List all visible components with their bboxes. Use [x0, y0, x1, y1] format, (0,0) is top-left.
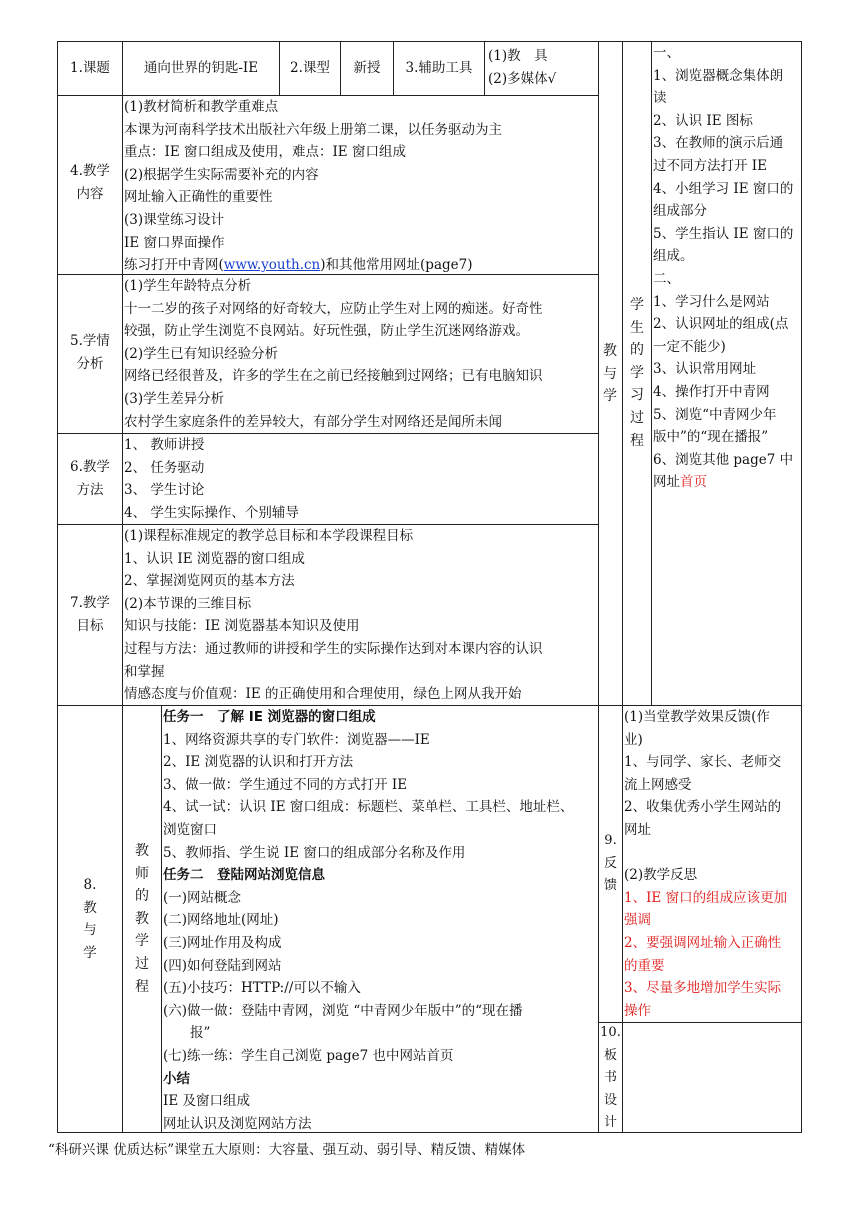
goals-body: (1)课程标准规定的教学总目标和本学段课程目标 1、认识 IE 浏览器的窗口组成 2、掌握浏览网页的基本方法 (2)本节课的三维目标 知识与技能：IE 浏览器基本知识及使用 过程与方法：通过教师的讲授和学生的实际操作达到对本课内容的认识 和掌握 情感态度与价值观：IE 的正确使用和合理使用，绿色上网从我开始 — [124, 528, 543, 703]
process-sub-label: 教 师 的 教 学 过 程 — [135, 843, 149, 995]
lesson-type-value: 新授 — [353, 60, 381, 76]
process-body: 任务一 了解 IE 浏览器的窗口组成 1、网络资源共享的专门软件：浏览器——IE 2、IE 浏览器的认识和打开方法 3、做一做：学生通过不同的方式打开 IE 4、试一试：认识 IE 窗口组成：标题栏、菜单栏、工具栏、地址栏、 浏览窗口 5、教师指、学生说 IE 窗口的组成部分名称及作用 任务二 登陆网站浏览信息 (一)网站概念 (二)网络地址(网址) (三)网址作用及构成 (四)如何登陆到网站 (五)小技巧：HTTP://可以不输入 (六)做一做：登陆中青网，浏览 “中青网少年版中”的“现在播 报” (七)练一练：学生自己浏览 page7 也中网站首页 小结 IE 及窗口组成 网址认识及浏览网站方法 — [163, 706, 573, 1135]
topic-label: 1.课题 — [70, 60, 110, 76]
process-label: 8. 教 与 学 — [83, 877, 97, 961]
analysis-label: 5.学情 分析 — [70, 333, 110, 372]
task2-title: 任务二 登陆网站浏览信息 — [163, 867, 325, 884]
board-body-cell — [622, 1022, 802, 1133]
content-body: (1)教材简析和教学重难点 本课为河南科学技术出版社六年级上册第二课，以任务驱动为主 重点：IE 窗口组成及使用，难点：IE 窗口组成 (2)根据学生实际需要补充的内容 网址输入正确性的重要性 (3)课堂练习设计 IE 窗口界面操作 练习打开中青网(www.youth.cn)和其他常用网址(page7) — [124, 99, 502, 274]
method-label: 6.教学 方法 — [70, 459, 110, 498]
task1-title: 任务一 了解 IE 浏览器的窗口组成 — [163, 709, 376, 725]
content-label: 4.教学 内容 — [70, 163, 110, 202]
homepage-text: 首页 — [680, 474, 707, 491]
feedback-label: 9. 反 馈 — [603, 833, 617, 894]
tool-item: (2)多媒体√ — [488, 70, 557, 87]
method-body: 1、 教师讲授 2、 任务驱动 3、 学生讨论 4、 学生实际操作、个别辅导 — [124, 437, 299, 521]
summary-title: 小结 — [163, 1070, 190, 1087]
goals-label: 7.教学 目标 — [70, 595, 110, 634]
tools-list — [488, 45, 556, 90]
analysis-body: (1)学生年龄特点分析 十一二岁的孩子对网络的好奇较大，应防止学生对上网的痴迷。好奇性 较强，防止学生浏览不良网站。好玩性强，防止学生沉迷网络游戏。 (2)学生已有知识经验分析 网络已经很普及，许多的学生在之前已经接触到过网络；已有电脑知识 (3)学生差异分析 农村学生家庭条件的差异较大，有部分学生对网络还是闻所未闻 — [124, 278, 543, 430]
tools-label: 3.辅助工具 — [405, 60, 473, 76]
footer-note: “科研兴课 优质达标”课堂五大原则：大容量、强互动、弱引导、精反馈、精媒体 — [48, 1142, 526, 1158]
feedback-body: (1)当堂教学效果反馈(作 业) 1、与同学、家长、老师交 流上网感受 2、收集优秀小学生网站的 网址 (2)教学反思 1、IE 窗口的组成应该更加 强调 2、要强调网址输入正确性 的重要 3、尽量多地增加学生实际 操作 — [624, 709, 788, 1019]
youth-link[interactable]: www.youth.cn — [223, 257, 321, 274]
side-outer-label: 教 与 学 — [603, 343, 617, 405]
topic-value: 通向世界的钥匙-IE — [143, 60, 259, 76]
side-inner-label: 学 生 的 学 习 过 程 — [630, 297, 644, 449]
board-label: 10. 板 书 设 计 — [600, 1025, 621, 1131]
side-body: 一、 1、浏览器概念集体朗 读 2、认识 IE 图标 3、在教师的演示后通 过不同方法打开 IE 4、小组学习 IE 窗口的 组成部分 5、学生指认 IE 窗口的 组成。 二、 1、学习什么是网站 2、认识网址的组成(点 一定不能少) 3、认识常用网址 4、操作打开中青网 5、浏览“中青网少年 版中”的“现在播报” 6、浏览其他 page7 中 网址首页 — [653, 45, 794, 491]
lesson-type-label: 2.课型 — [290, 60, 330, 76]
tool-item: (1)教 具 — [488, 48, 548, 64]
